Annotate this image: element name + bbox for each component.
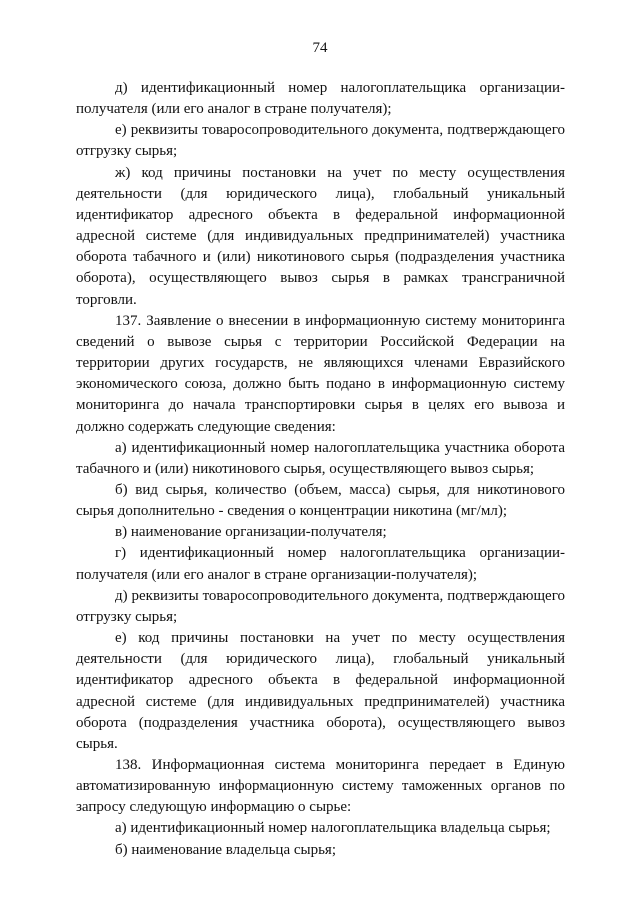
paragraph-item-zh-registration-code: ж) код причины постановки на учет по месту осуществления деятельности (для юридического лица), глобальный уникальный идентификатор адресного объекта в федеральной информационной адресной системе (для индивидуальных предпринимателей) участника оборота табачного и (или) никотинового сырья (подразделения участника оборота), осуществляющего вывоз сырья в рамках трансграничной торговли.	[76, 164, 565, 308]
paragraph-item-e-shipping-document: е) реквизиты товаросопроводительного документа, подтверждающего отгрузку сырья;	[76, 122, 565, 160]
paragraph-clause-138: 138. Информационная система мониторинга передает в Единую автоматизированную информационную систему таможенных органов по запросу следующую информацию о сырье:	[76, 757, 565, 816]
document-body	[76, 78, 565, 861]
paragraph-item-g-recipient-tin: г) идентификационный номер налогоплательщика организации-получателя (или его аналог в стране организации-получателя);	[76, 545, 565, 583]
paragraph-clause-137: 137. Заявление о внесении в информационную систему мониторинга сведений о вывозе сырья с территории Российской Федерации на территории других государств, не являющихся членами Евразийского экономического союза, должно быть подано в информационную систему мониторинга до начала транспортировки сырья в целях его вывоза и должно содержать следующие сведения:	[76, 312, 565, 435]
paragraph-item-a-owner-tin: а) идентификационный номер налогоплательщика владельца сырья;	[115, 820, 551, 837]
paragraph-item-b-owner-name: б) наименование владельца сырья;	[115, 841, 336, 858]
page-number: 74	[312, 40, 328, 56]
paragraph-item-a-participant-tin: а) идентификационный номер налогоплательщика участника оборота табачного и (или) никотинового сырья, осуществляющего вывоз сырья;	[76, 439, 565, 477]
paragraph-item-v-recipient-name: в) наименование организации-получателя;	[115, 524, 387, 541]
paragraph-item-d-shipping-document: д) реквизиты товаросопроводительного документа, подтверждающего отгрузку сырья;	[76, 587, 565, 625]
paragraph-item-d-recipient-tin: д) идентификационный номер налогоплательщика организации-получателя (или его аналог в стране получателя);	[76, 80, 565, 118]
paragraph-item-b-raw-material-type: б) вид сырья, количество (объем, масса) сырья, для никотинового сырья дополнительно - сведения о концентрации никотина (мг/мл);	[76, 481, 565, 520]
paragraph-item-e-registration-code: е) код причины постановки на учет по месту осуществления деятельности (для юридического лица), глобальный уникальный идентификатор адресного объекта в федеральной информационной адресной системе (для индивидуальных предпринимателей) участника оборота (подразделения участника оборота), осуществляющего вывоз сырья.	[76, 630, 565, 752]
